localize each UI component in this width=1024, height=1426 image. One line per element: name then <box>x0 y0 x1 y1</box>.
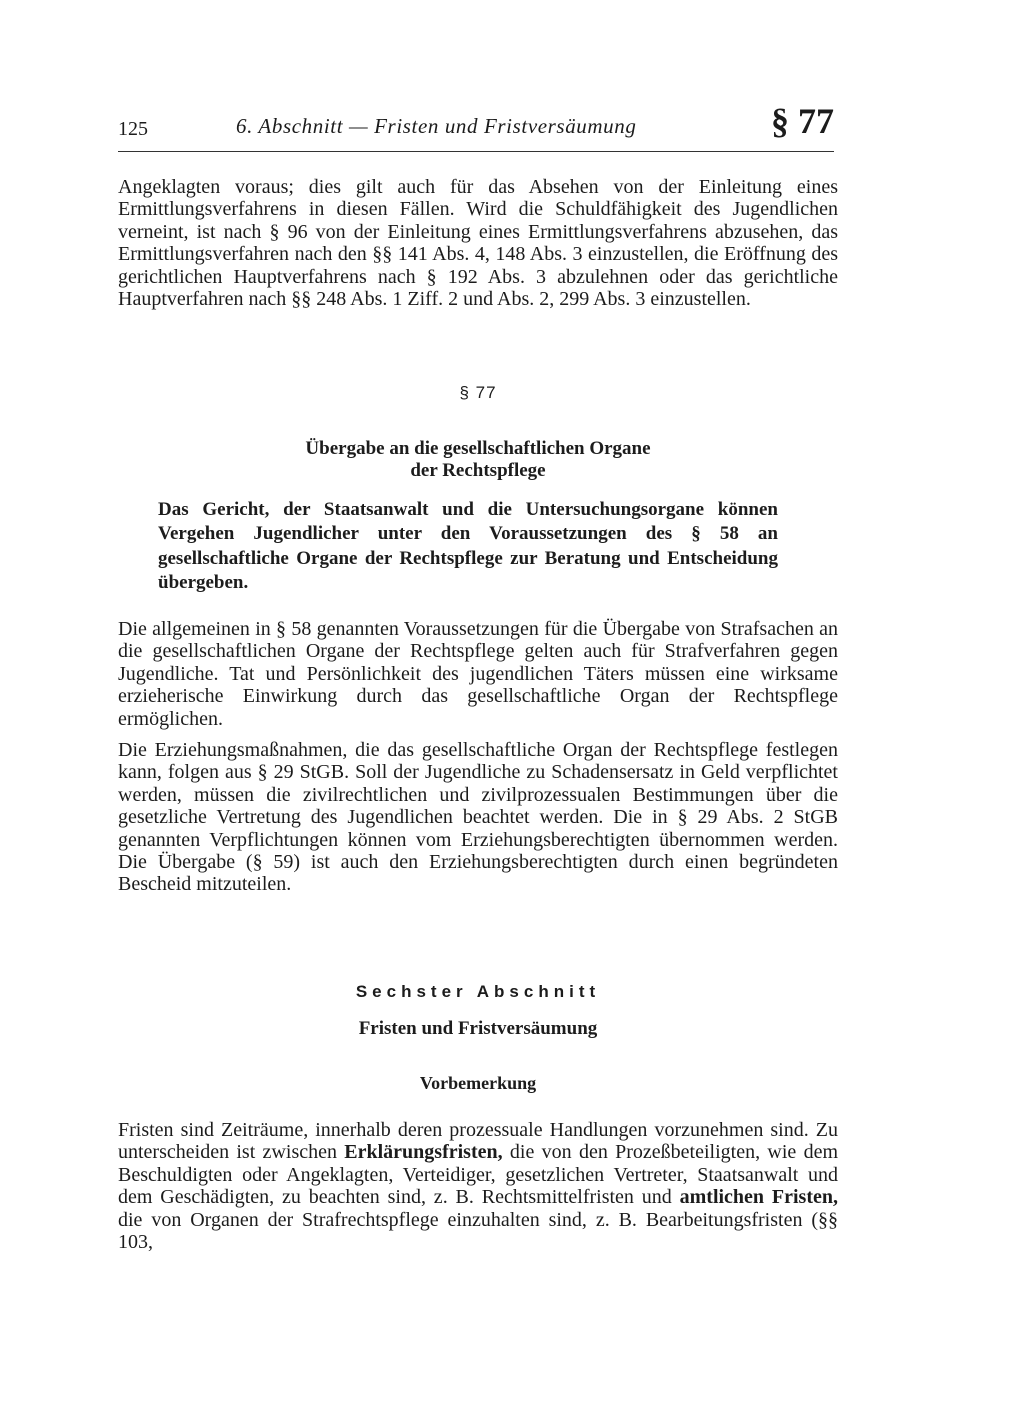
term-erklaerungsfristen: Erklärungsfristen, <box>344 1141 503 1164</box>
page-number: 125 <box>118 118 148 140</box>
paragraph-title-line-2: der Rechtspflege <box>410 460 546 481</box>
section-label: Sechster Abschnitt <box>355 982 601 1001</box>
header-rule <box>118 151 834 152</box>
preliminary-text-part-3: die von Organen der Strafrechtspflege einzuhalten sind, z. B. Bearbeitungsfristen (§§ 103, <box>118 1208 838 1254</box>
preliminary-text-part-2: die von den Prozeßbeteiligten, wie dem Beschuldigten oder Angeklagten, Verteidiger, gesetzlichen Vertreter, Staatsanwalt und dem Geschädigten, zu beachten sind, z. B. Rechtsmittelfristen und <box>118 1141 838 1209</box>
preliminary-paragraph <box>118 1119 838 1253</box>
intro-paragraph: Angeklagten voraus; dies gilt auch für das Absehen von der Einleitung eines Ermittlungsverfahrens in diesen Fällen. Wird die Schuldfähigkeit des Jugendlichen verneint, ist nach § 96 von der Einleitung eines Ermittlungsverfahrens abzusehen, das Ermittlungsverfahren nach den §§ 141 Abs. 4, 148 Abs. 3 einzustellen, die Eröffnung des gerichtlichen Hauptverfahrens nach § 192 Abs. 3 abzulehnen oder das gerichtliche Hauptverfahren nach §§ 248 Abs. 1 Ziff. 2 und Abs. 2, 299 Abs. 3 einzustellen. <box>118 176 838 311</box>
preliminary-heading: Vorbemerkung <box>419 1073 537 1093</box>
paragraph-sign: § 77 <box>459 383 497 402</box>
preliminary-text-part-1: Fristen sind Zeiträume, innerhalb deren prozessuale Handlungen vorzunehmen sind. Zu unterscheiden ist zwischen <box>118 1119 838 1164</box>
section-marker: § 77 <box>771 101 834 141</box>
section-title: Fristen und Fristversäumung <box>358 1018 598 1039</box>
commentary-paragraph-2: Die Erziehungsmaßnahmen, die das gesellschaftliche Organ der Rechtspflege festlegen kann, folgen aus § 29 StGB. Soll der Jugendliche zu Schadensersatz in Geld verpflichtet werden, müssen die zivilrechtlichen und zivilprozessualen Bestimmungen über die gesetzliche Vertretung des Jugendlichen beachtet werden. Die in § 29 Abs. 2 StGB genannten Verpflichtungen können vom Erziehungsberechtigten übernommen werden. Die Übergabe (§ 59) ist auch den Erziehungsberechtigten durch einen begründeten Bescheid mitzuteilen. <box>118 739 838 896</box>
running-title: 6. Abschnitt — Fristen und Fristversäumung <box>236 114 637 138</box>
statute-text: Das Gericht, der Staatsanwalt und die Untersuchungsorgane können Vergehen Jugendlicher unter den Voraussetzungen des § 58 an gesellschaftliche Organe der Rechtspflege zur Beratung und Entscheidung übergeben. <box>158 499 778 594</box>
running-header <box>118 101 834 152</box>
paragraph-title <box>118 438 838 482</box>
paragraph-title-line-1: Übergabe an die gesellschaftlichen Organe <box>305 438 651 459</box>
commentary-paragraph-1: Die allgemeinen in § 58 genannten Voraussetzungen für die Übergabe von Strafsachen an die gesellschaftlichen Organe der Rechtspflege gelten auch für Strafverfahren gegen Jugendliche. Tat und Persönlichkeit des jugendlichen Täters müssen eine wirksame erzieherische Einwirkung durch das gesellschaftliche Organ der Rechtspflege ermöglichen. <box>118 618 838 730</box>
term-amtliche-fristen: amtlichen Fristen, <box>679 1186 839 1209</box>
